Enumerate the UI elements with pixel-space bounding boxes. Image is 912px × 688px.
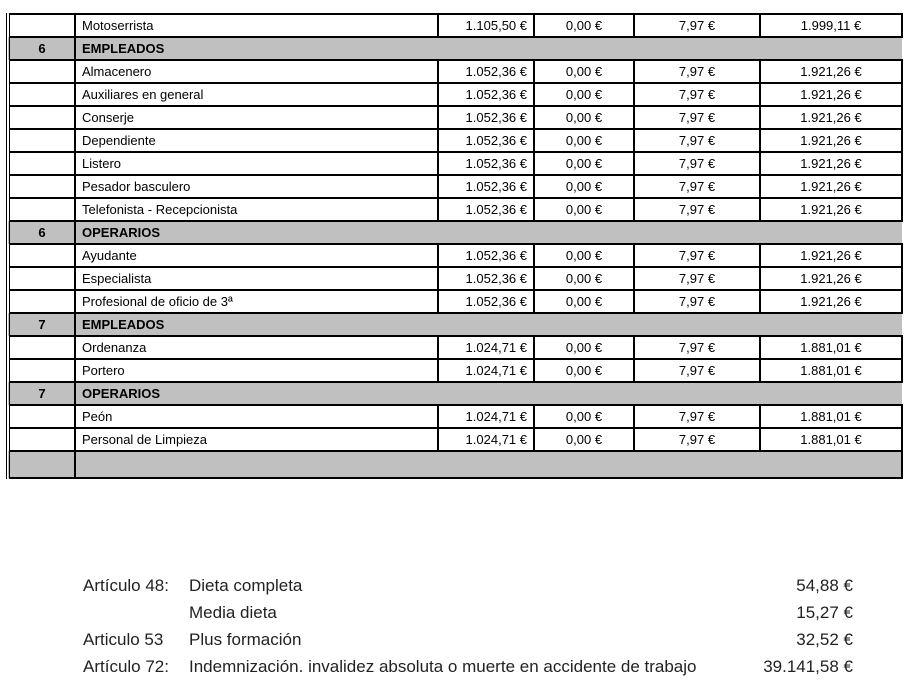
note-description: Indemnización. invalidez absoluta o muerte en accidente de trabajo <box>189 656 697 676</box>
level-cell <box>8 428 75 451</box>
table-row <box>8 129 902 152</box>
category-name: Dependiente <box>75 129 438 152</box>
level-cell <box>8 290 75 313</box>
value-cell: 0,00 € <box>534 428 634 451</box>
value-cell: 1.052,36 € <box>438 129 534 152</box>
note-row <box>83 653 853 680</box>
note-amount: 32,52 € <box>796 629 853 649</box>
group-level: 7 <box>8 313 75 336</box>
group-name: OPERARIOS <box>75 382 902 405</box>
category-name: Ayudante <box>75 244 438 267</box>
level-cell <box>8 175 75 198</box>
note-row <box>83 599 853 626</box>
value-cell: 7,97 € <box>634 290 760 313</box>
group-header-row <box>8 382 902 405</box>
value-cell: 0,00 € <box>534 14 634 37</box>
value-cell: 0,00 € <box>534 60 634 83</box>
level-cell <box>8 14 75 37</box>
note-row <box>83 572 853 599</box>
category-name: Ordenanza <box>75 336 438 359</box>
category-name: Conserje <box>75 106 438 129</box>
table-row <box>8 198 902 221</box>
category-name: Especialista <box>75 267 438 290</box>
value-cell: 7,97 € <box>634 106 760 129</box>
table-row <box>8 152 902 175</box>
group-header-row <box>8 37 902 60</box>
note-amount: 15,27 € <box>796 602 853 622</box>
value-cell: 0,00 € <box>534 359 634 382</box>
level-cell <box>8 405 75 428</box>
value-cell: 7,97 € <box>634 60 760 83</box>
value-cell: 7,97 € <box>634 336 760 359</box>
value-cell: 0,00 € <box>534 106 634 129</box>
value-cell: 7,97 € <box>634 152 760 175</box>
value-cell: 0,00 € <box>534 152 634 175</box>
group-level: 7 <box>8 382 75 405</box>
value-cell: 7,97 € <box>634 405 760 428</box>
empty-footer-row <box>8 451 902 478</box>
level-cell <box>8 152 75 175</box>
value-cell: 1.052,36 € <box>438 83 534 106</box>
table-row <box>8 244 902 267</box>
value-cell: 1.921,26 € <box>760 290 902 313</box>
table-row <box>8 83 902 106</box>
category-name: Portero <box>75 359 438 382</box>
level-cell <box>8 106 75 129</box>
table-row <box>8 106 902 129</box>
value-cell: 7,97 € <box>634 14 760 37</box>
category-name: Motoserrista <box>75 14 438 37</box>
value-cell: 1.052,36 € <box>438 290 534 313</box>
value-cell: 1.921,26 € <box>760 83 902 106</box>
salary-table <box>6 13 903 479</box>
level-cell <box>8 267 75 290</box>
empty-cell <box>8 451 75 478</box>
table-row <box>8 428 902 451</box>
value-cell: 1.921,26 € <box>760 60 902 83</box>
table-row <box>8 175 902 198</box>
value-cell: 7,97 € <box>634 359 760 382</box>
table-row <box>8 336 902 359</box>
note-description: Media dieta <box>189 602 277 622</box>
value-cell: 0,00 € <box>534 267 634 290</box>
value-cell: 7,97 € <box>634 83 760 106</box>
category-name: Pesador basculero <box>75 175 438 198</box>
table-row <box>8 14 902 37</box>
article-label: Artículo 48: <box>83 575 169 595</box>
level-cell <box>8 198 75 221</box>
group-level: 6 <box>8 221 75 244</box>
note-amount: 39.141,58 € <box>763 656 853 676</box>
value-cell: 1.052,36 € <box>438 244 534 267</box>
level-cell <box>8 60 75 83</box>
value-cell: 0,00 € <box>534 175 634 198</box>
value-cell: 1.921,26 € <box>760 198 902 221</box>
group-header-row <box>8 313 902 336</box>
category-name: Profesional de oficio de 3ª <box>75 290 438 313</box>
level-cell <box>8 244 75 267</box>
level-cell <box>8 83 75 106</box>
value-cell: 7,97 € <box>634 428 760 451</box>
value-cell: 7,97 € <box>634 198 760 221</box>
value-cell: 7,97 € <box>634 267 760 290</box>
value-cell: 1.052,36 € <box>438 175 534 198</box>
table-row <box>8 290 902 313</box>
value-cell: 1.921,26 € <box>760 152 902 175</box>
value-cell: 0,00 € <box>534 336 634 359</box>
value-cell: 1.881,01 € <box>760 336 902 359</box>
group-name: EMPLEADOS <box>75 37 902 60</box>
category-name: Telefonista - Recepcionista <box>75 198 438 221</box>
group-level: 6 <box>8 37 75 60</box>
value-cell: 1.881,01 € <box>760 428 902 451</box>
article-label: Artículo 72: <box>83 656 169 676</box>
value-cell: 1.024,71 € <box>438 405 534 428</box>
value-cell: 1.921,26 € <box>760 129 902 152</box>
level-cell <box>8 129 75 152</box>
value-cell: 1.921,26 € <box>760 106 902 129</box>
value-cell: 0,00 € <box>534 129 634 152</box>
value-cell: 1.024,71 € <box>438 359 534 382</box>
value-cell: 1.921,26 € <box>760 175 902 198</box>
value-cell: 1.024,71 € <box>438 336 534 359</box>
category-name: Auxiliares en general <box>75 83 438 106</box>
table-row <box>8 60 902 83</box>
value-cell: 1.052,36 € <box>438 106 534 129</box>
value-cell: 1.921,26 € <box>760 244 902 267</box>
category-name: Personal de Limpieza <box>75 428 438 451</box>
value-cell: 1.999,11 € <box>760 14 902 37</box>
value-cell: 0,00 € <box>534 198 634 221</box>
value-cell: 0,00 € <box>534 405 634 428</box>
value-cell: 7,97 € <box>634 129 760 152</box>
value-cell: 0,00 € <box>534 290 634 313</box>
value-cell: 0,00 € <box>534 83 634 106</box>
table-row <box>8 267 902 290</box>
group-header-row <box>8 221 902 244</box>
value-cell: 1.921,26 € <box>760 267 902 290</box>
group-name: OPERARIOS <box>75 221 902 244</box>
category-name: Listero <box>75 152 438 175</box>
value-cell: 1.105,50 € <box>438 14 534 37</box>
note-row <box>83 626 853 653</box>
note-description: Plus formación <box>189 629 302 649</box>
value-cell: 0,00 € <box>534 244 634 267</box>
note-description: Dieta completa <box>189 575 303 595</box>
table-row <box>8 405 902 428</box>
category-name: Almacenero <box>75 60 438 83</box>
level-cell <box>8 336 75 359</box>
value-cell: 1.881,01 € <box>760 359 902 382</box>
value-cell: 1.024,71 € <box>438 428 534 451</box>
value-cell: 7,97 € <box>634 175 760 198</box>
value-cell: 7,97 € <box>634 244 760 267</box>
article-label: Articulo 53 <box>83 629 164 649</box>
value-cell: 1.881,01 € <box>760 405 902 428</box>
note-amount: 54,88 € <box>796 575 853 595</box>
group-name: EMPLEADOS <box>75 313 902 336</box>
value-cell: 1.052,36 € <box>438 198 534 221</box>
level-cell <box>8 359 75 382</box>
allowances-notes <box>83 572 853 680</box>
empty-cell <box>75 451 902 478</box>
value-cell: 1.052,36 € <box>438 267 534 290</box>
value-cell: 1.052,36 € <box>438 60 534 83</box>
value-cell: 1.052,36 € <box>438 152 534 175</box>
category-name: Peón <box>75 405 438 428</box>
table-row <box>8 359 902 382</box>
